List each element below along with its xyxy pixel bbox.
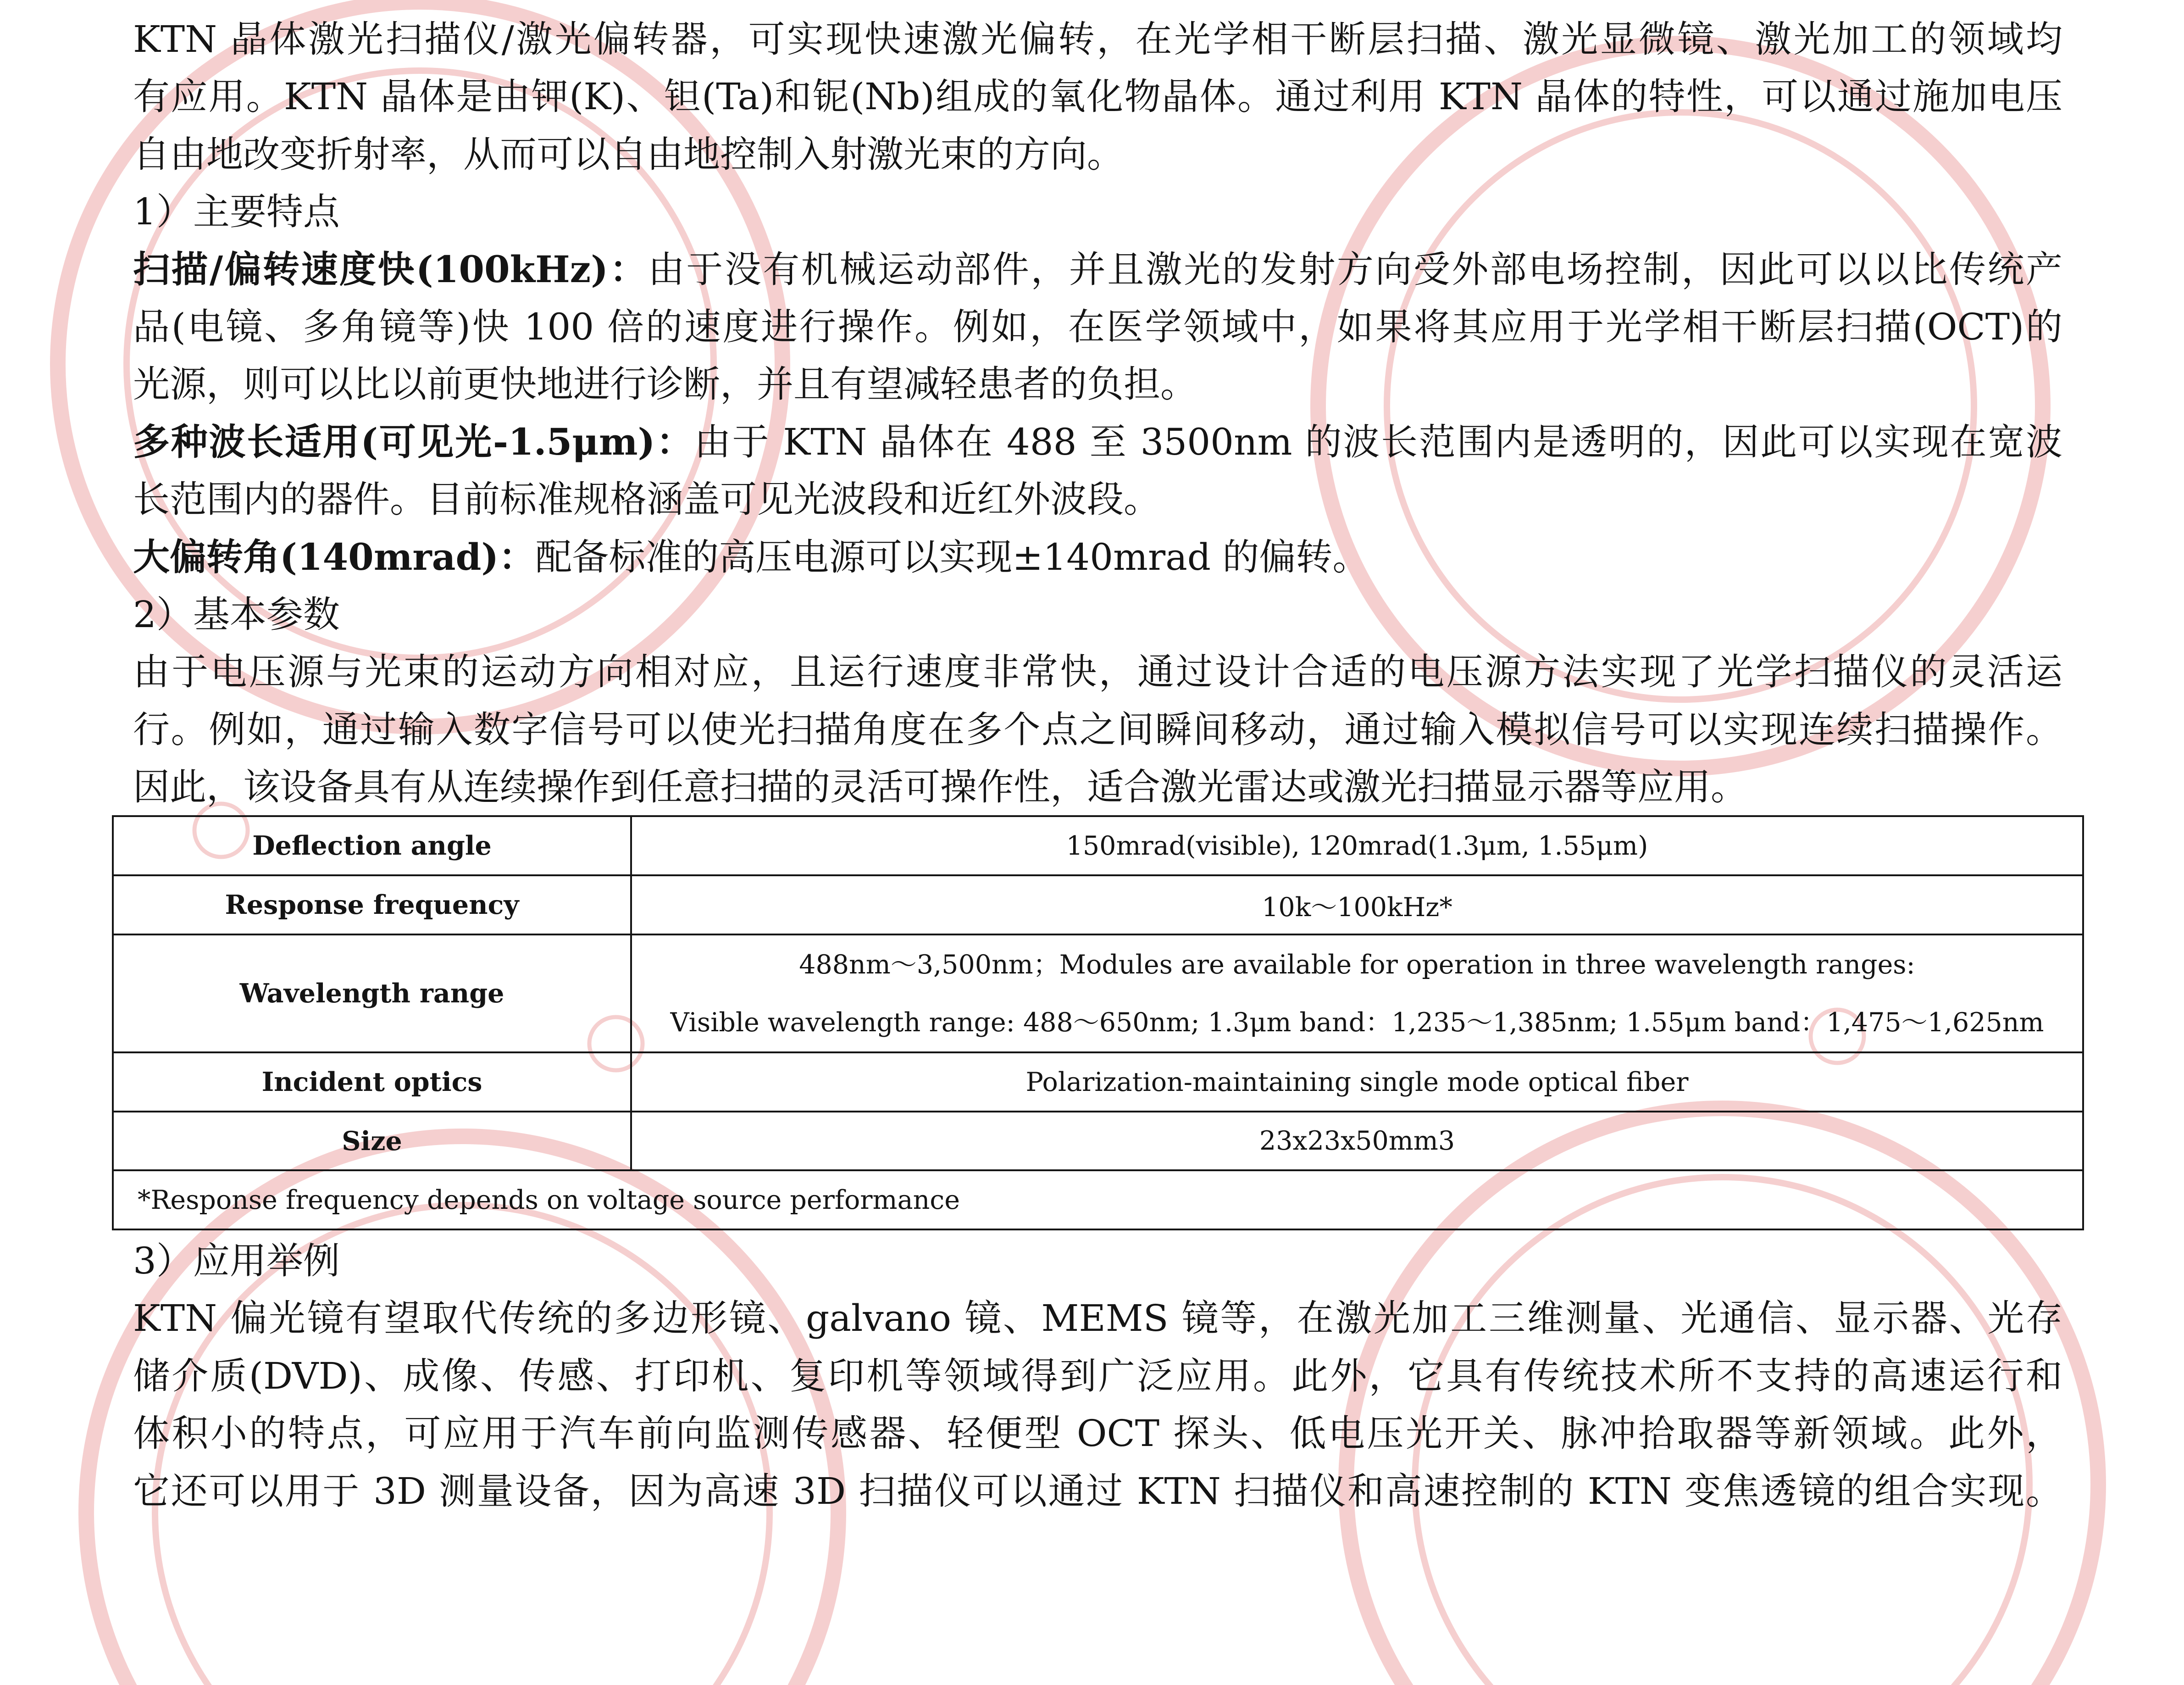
wavelength-range-value bbox=[631, 934, 2083, 1052]
upper-text-block bbox=[133, 11, 2062, 816]
parameters-line: 因此，该设备具有从连续操作到任意扫描的灵活可操作性，适合激光雷达或激光扫描显示器等应用。 bbox=[133, 766, 1747, 809]
parameters-line: 由于电压源与光束的运动方向相对应，且运行速度非常快，通过设计合适的电压源方法实现了光学扫描仪的灵活运 bbox=[133, 651, 2062, 694]
feature-speed-line: 品(电镜、多角镜等)快 100 倍的速度进行操作。例如，在医学领域中，如果将其应用于光学相干断层扫描(OCT)的 bbox=[133, 305, 2062, 348]
feature-angle-line bbox=[133, 528, 2062, 586]
feature-angle-label: 大偏转角(140mrad)： bbox=[133, 535, 536, 578]
table-row bbox=[113, 1052, 2083, 1112]
table-row bbox=[113, 816, 2083, 875]
applications-line: 储介质(DVD)、成像、传感、打印机、复印机等领域得到广泛应用。此外，它具有传统技术所不支持的高速运行和 bbox=[133, 1354, 2062, 1397]
feature-wavelength-label: 多种波长适用(可见光-1.5μm)： bbox=[133, 420, 694, 463]
wavelength-range-value-line: 488nm～3,500nm；Modules are available for operation in three wavelength ranges: bbox=[799, 949, 1915, 980]
table-row bbox=[113, 1170, 2083, 1229]
section-heading-features: 1）主要特点 bbox=[133, 190, 340, 234]
applications-line: KTN 偏光镜有望取代传统的多边形镜、galvano 镜、MEMS 镜等，在激光加工三维测量、光通信、显示器、光存 bbox=[133, 1297, 2062, 1340]
feature-wavelength-text: 由于 KTN 晶体在 488 至 3500nm 的波长范围内是透明的，因此可以实现在宽波 bbox=[694, 420, 2062, 463]
feature-speed-text: 由于没有机械运动部件，并且激光的发射方向受外部电场控制，因此可以以比传统产 bbox=[648, 248, 2062, 291]
incident-optics-value: Polarization-maintaining single mode optical fiber bbox=[631, 1052, 2083, 1112]
response-frequency-value: 10k～100kHz* bbox=[631, 875, 2083, 934]
table-row bbox=[113, 1112, 2083, 1170]
section-heading-applications: 3）应用举例 bbox=[133, 1240, 340, 1282]
size-value: 23x23x50mm3 bbox=[631, 1112, 2083, 1170]
intro-line: 自由地改变折射率，从而可以自由地控制入射激光束的方向。 bbox=[133, 133, 1124, 176]
intro-line: KTN 晶体激光扫描仪/激光偏转器，可实现快速激光偏转，在光学相干断层扫描、激光显微镜、激光加工的领域均 bbox=[133, 18, 2062, 61]
feature-angle-text: 配备标准的高压电源可以实现±140mrad 的偏转。 bbox=[535, 535, 1369, 578]
deflection-angle-label: Deflection angle bbox=[113, 816, 631, 875]
wavelength-range-value-line: Visible wavelength range: 488～650nm; 1.3μm band：1,235～1,385nm; 1.55μm band：1,475～1,625nm bbox=[670, 1007, 2044, 1038]
feature-wavelength-line bbox=[133, 413, 2062, 471]
feature-speed-line bbox=[133, 241, 2062, 298]
table-footnote: *Response frequency depends on voltage source performance bbox=[113, 1170, 2083, 1229]
feature-wavelength-line: 长范围内的器件。目前标准规格涵盖可见光波段和近红外波段。 bbox=[133, 478, 1160, 521]
feature-speed-line: 光源，则可以比以前更快地进行诊断，并且有望减轻患者的负担。 bbox=[133, 363, 1197, 406]
response-frequency-label: Response frequency bbox=[113, 875, 631, 934]
spec-table bbox=[112, 815, 2084, 1230]
wavelength-range-label: Wavelength range bbox=[113, 934, 631, 1052]
table-row bbox=[113, 875, 2083, 934]
parameters-line: 行。例如，通过输入数字信号可以使光扫描角度在多个点之间瞬间移动，通过输入模拟信号可以实现连续扫描操作。 bbox=[133, 708, 2062, 751]
lower-text-block bbox=[133, 1232, 2062, 1520]
feature-speed-label: 扫描/偏转速度快(100kHz)： bbox=[133, 247, 648, 291]
section-heading-parameters: 2）基本参数 bbox=[133, 593, 340, 636]
applications-line: 它还可以用于 3D 测量设备，因为高速 3D 扫描仪可以通过 KTN 扫描仪和高速控制的 KTN 变焦透镜的组合实现。 bbox=[133, 1469, 2062, 1513]
table-row bbox=[113, 934, 2083, 1052]
size-label: Size bbox=[113, 1112, 631, 1170]
applications-line: 体积小的特点，可应用于汽车前向监测传感器、轻便型 OCT 探头、低电压光开关、脉冲拾取器等新领域。此外， bbox=[133, 1412, 2062, 1455]
deflection-angle-value: 150mrad(visible), 120mrad(1.3μm, 1.55μm) bbox=[631, 816, 2083, 875]
incident-optics-label: Incident optics bbox=[113, 1052, 631, 1112]
intro-line: 有应用。KTN 晶体是由钾(K)、钽(Ta)和铌(Nb)组成的氧化物晶体。通过利用 KTN 晶体的特性，可以通过施加电压 bbox=[133, 75, 2062, 118]
